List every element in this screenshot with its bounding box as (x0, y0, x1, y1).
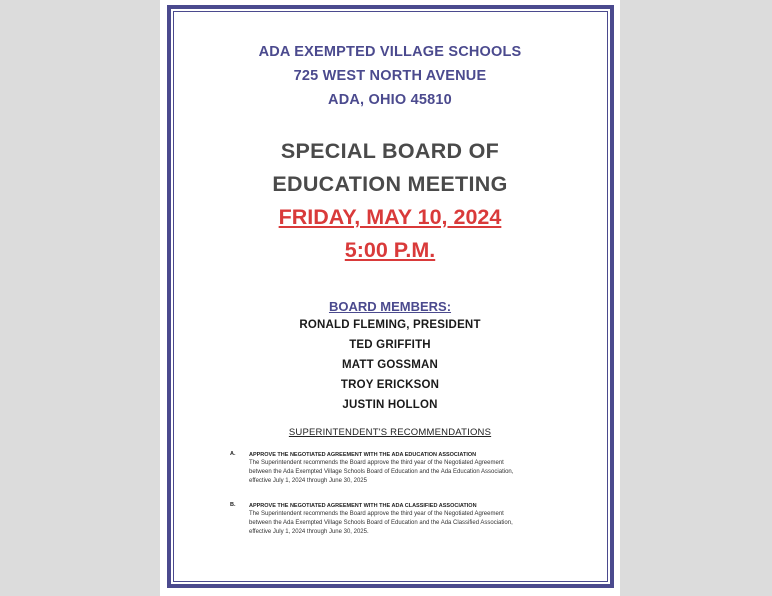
meeting-time: 5:00 P.M. (344, 238, 436, 262)
meeting-time-wrap (160, 238, 620, 263)
meeting-title-line2: EDUCATION MEETING (272, 172, 508, 196)
item-body-line: The Superintendent recommends the Board approve the third year of the Negotiated Agreement (249, 511, 504, 517)
item-body-line: effective July 1, 2024 through June 30, 2025. (249, 529, 369, 535)
meeting-date: FRIDAY, MAY 10, 2024 (278, 205, 502, 229)
board-members-heading: BOARD MEMBERS: (328, 299, 452, 314)
board-member: MATT GOSSMAN (341, 359, 439, 371)
item-body-line: effective July 1, 2024 through June 30, 2025 (249, 478, 367, 484)
document-page (160, 0, 620, 596)
item-heading: APPROVE THE NEGOTIATED AGREEMENT WITH THE ADA EDUCATION ASSOCIATION (249, 452, 477, 458)
item-letter: A. (230, 451, 236, 457)
recommendation-item (230, 502, 570, 537)
recommendation-item (230, 451, 570, 486)
item-letter: B. (230, 502, 236, 508)
city-state-zip: ADA, OHIO 45810 (328, 92, 452, 108)
meeting-title-line1: SPECIAL BOARD OF (280, 139, 500, 163)
board-member: TROY ERICKSON (340, 379, 440, 391)
recommendations-heading: SUPERINTENDENT'S RECOMMENDATIONS (288, 427, 492, 438)
board-member: RONALD FLEMING, PRESIDENT (299, 319, 481, 331)
street-address: 725 WEST NORTH AVENUE (293, 68, 487, 84)
item-body-line: between the Ada Exempted Village Schools Board of Education and the Ada Classified Association, (249, 520, 513, 526)
item-body-line: between the Ada Exempted Village Schools Board of Education and the Ada Education Association, (249, 469, 514, 475)
district-name: ADA EXEMPTED VILLAGE SCHOOLS (258, 44, 522, 60)
item-body-line: The Superintendent recommends the Board approve the third year of the Negotiated Agreement (249, 460, 504, 466)
meeting-date-wrap (160, 205, 620, 230)
board-member: JUSTIN HOLLON (342, 399, 438, 411)
board-member: TED GRIFFITH (349, 339, 431, 351)
item-heading: APPROVE THE NEGOTIATED AGREEMENT WITH THE ADA CLASSIFIED ASSOCIATION (249, 503, 477, 509)
